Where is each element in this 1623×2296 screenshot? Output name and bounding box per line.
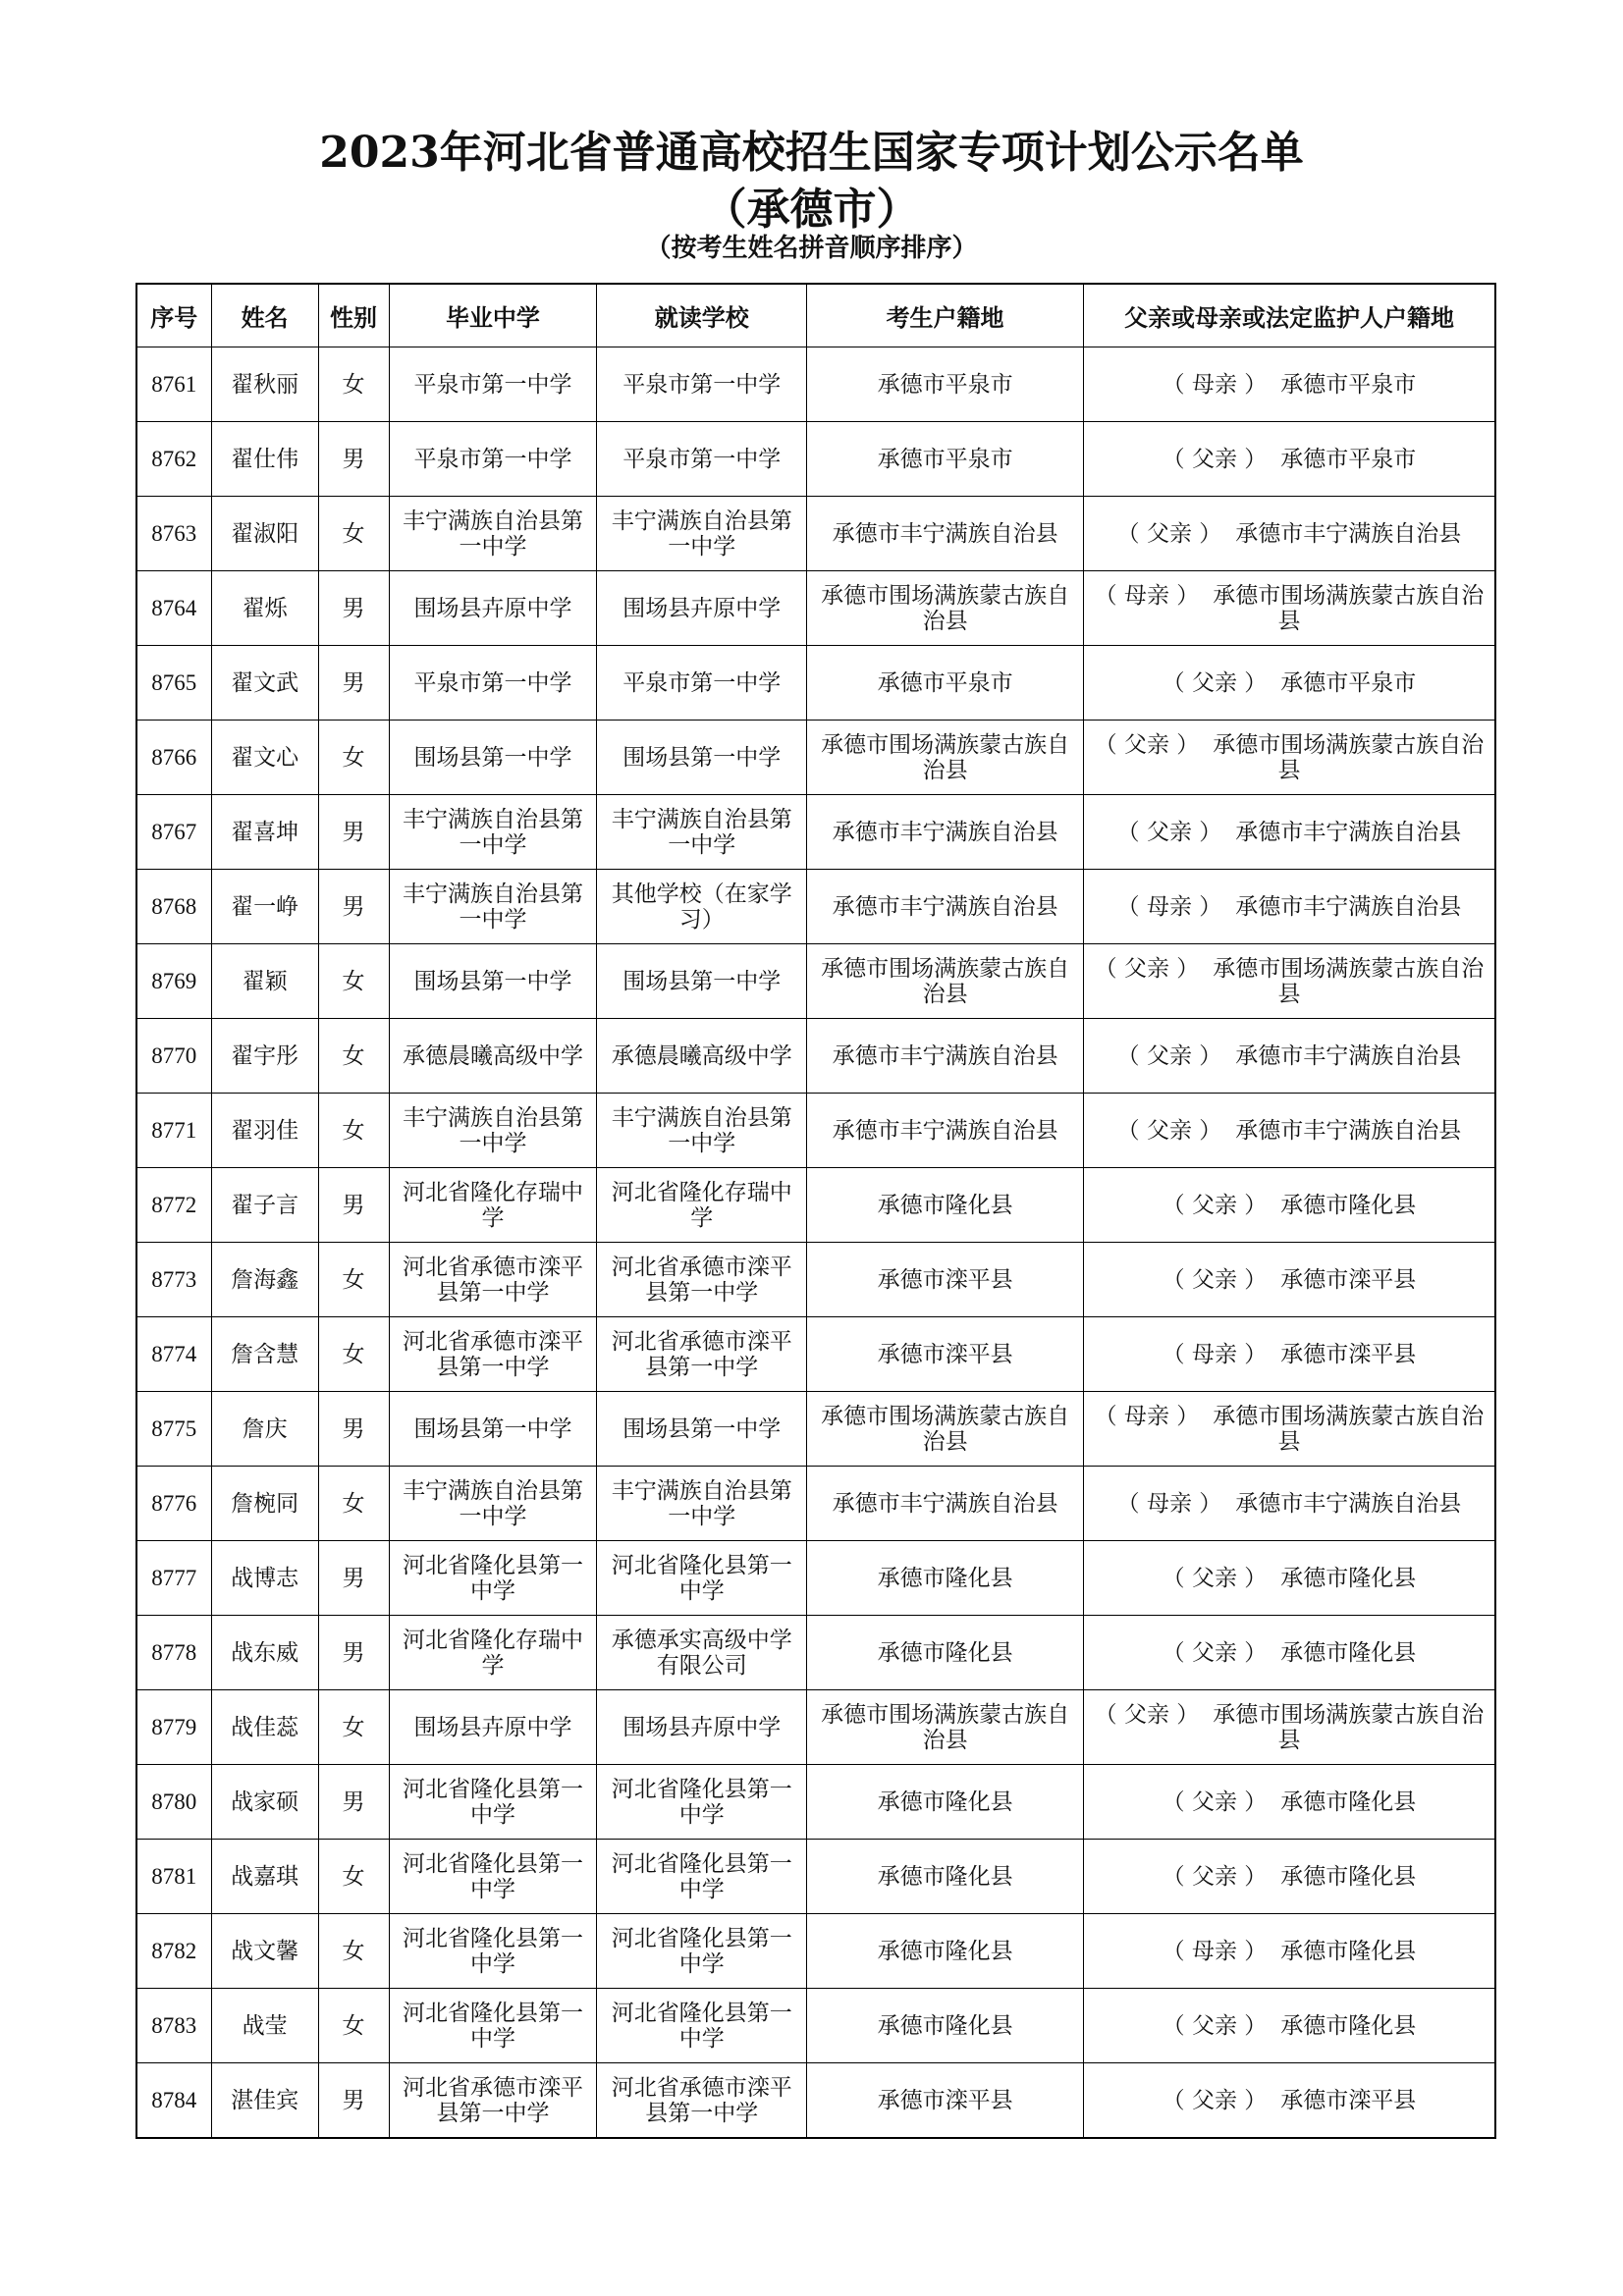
table-row bbox=[136, 497, 1495, 571]
cell-parent-household bbox=[1083, 795, 1495, 870]
cell-grad-school: 河北省承德市滦平县第一中学 bbox=[389, 2063, 597, 2139]
cell-current-school: 河北省承德市滦平县第一中学 bbox=[597, 1317, 807, 1392]
cell-id: 8761 bbox=[136, 347, 211, 422]
parent-relation: （ 父亲 ） bbox=[1162, 1639, 1268, 1666]
table-row bbox=[136, 944, 1495, 1019]
cell-current-school: 平泉市第一中学 bbox=[597, 422, 807, 497]
table-row bbox=[136, 1243, 1495, 1317]
cell-parent-household bbox=[1083, 1690, 1495, 1765]
cell-current-school: 河北省隆化县第一中学 bbox=[597, 1840, 807, 1914]
parent-location: 承德市平泉市 bbox=[1280, 446, 1417, 472]
parent-location: 承德市隆化县 bbox=[1280, 2012, 1417, 2039]
cell-id: 8767 bbox=[136, 795, 211, 870]
table-row bbox=[136, 1989, 1495, 2063]
cell-household: 承德市平泉市 bbox=[807, 422, 1084, 497]
parent-relation: （ 父亲 ） bbox=[1162, 1266, 1268, 1293]
parent-location: 承德市滦平县 bbox=[1280, 2087, 1417, 2113]
cell-gender: 女 bbox=[318, 1317, 389, 1392]
parent-relation: （ 父亲 ） bbox=[1162, 446, 1268, 472]
cell-current-school: 河北省隆化存瑞中学 bbox=[597, 1168, 807, 1243]
cell-gender: 男 bbox=[318, 870, 389, 944]
parent-location: 承德市丰宁满族自治县 bbox=[1235, 1042, 1462, 1069]
parent-relation: （ 父亲 ） bbox=[1162, 1789, 1268, 1815]
parent-location: 承德市隆化县 bbox=[1280, 1639, 1417, 1666]
parent-location: 承德市围场满族蒙古族自治县 bbox=[1213, 582, 1485, 634]
cell-grad-school: 河北省隆化县第一中学 bbox=[389, 1541, 597, 1616]
cell-household: 承德市隆化县 bbox=[807, 1616, 1084, 1690]
cell-grad-school: 承德晨曦高级中学 bbox=[389, 1019, 597, 1094]
cell-id: 8779 bbox=[136, 1690, 211, 1765]
cell-gender: 女 bbox=[318, 1840, 389, 1914]
table-row bbox=[136, 1690, 1495, 1765]
cell-household: 承德市丰宁满族自治县 bbox=[807, 870, 1084, 944]
parent-relation: （ 母亲 ） bbox=[1162, 1341, 1268, 1367]
cell-name: 翟宇彤 bbox=[211, 1019, 318, 1094]
cell-parent-household bbox=[1083, 1989, 1495, 2063]
parent-location: 承德市丰宁满族自治县 bbox=[1235, 1490, 1462, 1517]
cell-household: 承德市隆化县 bbox=[807, 1765, 1084, 1840]
cell-household: 承德市隆化县 bbox=[807, 1989, 1084, 2063]
table-row bbox=[136, 1168, 1495, 1243]
cell-parent-household bbox=[1083, 1467, 1495, 1541]
table-body bbox=[136, 347, 1495, 2139]
cell-current-school: 其他学校（在家学习） bbox=[597, 870, 807, 944]
cell-grad-school: 围场县第一中学 bbox=[389, 721, 597, 795]
sort-note: （按考生姓名拼音顺序排序） bbox=[645, 234, 978, 263]
header-current-school: 就读学校 bbox=[597, 284, 807, 347]
cell-grad-school: 丰宁满族自治县第一中学 bbox=[389, 795, 597, 870]
table-row bbox=[136, 1541, 1495, 1616]
cell-parent-household bbox=[1083, 1019, 1495, 1094]
cell-id: 8769 bbox=[136, 944, 211, 1019]
cell-grad-school: 河北省隆化县第一中学 bbox=[389, 1765, 597, 1840]
cell-id: 8780 bbox=[136, 1765, 211, 1840]
cell-parent-household bbox=[1083, 870, 1495, 944]
page-subtitle: （承德市） bbox=[703, 185, 920, 235]
cell-current-school: 河北省隆化县第一中学 bbox=[597, 1541, 807, 1616]
cell-gender: 女 bbox=[318, 1989, 389, 2063]
cell-name: 战博志 bbox=[211, 1541, 318, 1616]
cell-current-school: 河北省承德市滦平县第一中学 bbox=[597, 1243, 807, 1317]
cell-household: 承德市丰宁满族自治县 bbox=[807, 497, 1084, 571]
cell-grad-school: 平泉市第一中学 bbox=[389, 646, 597, 721]
cell-household: 承德市围场满族蒙古族自治县 bbox=[807, 721, 1084, 795]
parent-location: 承德市平泉市 bbox=[1280, 669, 1417, 696]
cell-current-school: 丰宁满族自治县第一中学 bbox=[597, 497, 807, 571]
cell-household: 承德市丰宁满族自治县 bbox=[807, 1467, 1084, 1541]
cell-parent-household bbox=[1083, 646, 1495, 721]
cell-name: 战文馨 bbox=[211, 1914, 318, 1989]
parent-location: 承德市丰宁满族自治县 bbox=[1235, 1117, 1462, 1144]
table-row bbox=[136, 870, 1495, 944]
parent-location: 承德市隆化县 bbox=[1280, 1938, 1417, 1964]
header-grad-school: 毕业中学 bbox=[389, 284, 597, 347]
cell-gender: 女 bbox=[318, 1690, 389, 1765]
cell-parent-household bbox=[1083, 497, 1495, 571]
cell-name: 战嘉琪 bbox=[211, 1840, 318, 1914]
cell-name: 翟喜坤 bbox=[211, 795, 318, 870]
cell-name: 翟烁 bbox=[211, 571, 318, 646]
cell-household: 承德市平泉市 bbox=[807, 347, 1084, 422]
cell-id: 8772 bbox=[136, 1168, 211, 1243]
parent-location: 承德市隆化县 bbox=[1280, 1565, 1417, 1591]
cell-name: 詹含慧 bbox=[211, 1317, 318, 1392]
parent-location: 承德市隆化县 bbox=[1280, 1789, 1417, 1815]
cell-gender: 男 bbox=[318, 1765, 389, 1840]
cell-name: 翟秋丽 bbox=[211, 347, 318, 422]
parent-location: 承德市隆化县 bbox=[1280, 1863, 1417, 1890]
cell-name: 翟淑阳 bbox=[211, 497, 318, 571]
cell-parent-household bbox=[1083, 571, 1495, 646]
parent-relation: （ 父亲 ） bbox=[1162, 2087, 1268, 2113]
cell-grad-school: 河北省隆化存瑞中学 bbox=[389, 1168, 597, 1243]
cell-name: 詹椀同 bbox=[211, 1467, 318, 1541]
cell-name: 翟文心 bbox=[211, 721, 318, 795]
cell-gender: 女 bbox=[318, 497, 389, 571]
cell-id: 8776 bbox=[136, 1467, 211, 1541]
cell-current-school: 河北省承德市滦平县第一中学 bbox=[597, 2063, 807, 2139]
cell-gender: 男 bbox=[318, 1168, 389, 1243]
parent-relation: （ 父亲 ） bbox=[1094, 731, 1200, 758]
cell-grad-school: 河北省隆化县第一中学 bbox=[389, 1914, 597, 1989]
cell-gender: 男 bbox=[318, 1541, 389, 1616]
parent-location: 承德市围场满族蒙古族自治县 bbox=[1213, 731, 1485, 783]
cell-current-school: 河北省隆化县第一中学 bbox=[597, 1914, 807, 1989]
cell-gender: 男 bbox=[318, 2063, 389, 2139]
cell-household: 承德市隆化县 bbox=[807, 1914, 1084, 1989]
cell-id: 8765 bbox=[136, 646, 211, 721]
cell-household: 承德市围场满族蒙古族自治县 bbox=[807, 571, 1084, 646]
header-name: 姓名 bbox=[211, 284, 318, 347]
table-row bbox=[136, 1019, 1495, 1094]
cell-name: 翟羽佳 bbox=[211, 1094, 318, 1168]
cell-gender: 女 bbox=[318, 347, 389, 422]
cell-id: 8774 bbox=[136, 1317, 211, 1392]
cell-parent-household bbox=[1083, 1094, 1495, 1168]
cell-parent-household bbox=[1083, 1914, 1495, 1989]
table-row bbox=[136, 422, 1495, 497]
cell-parent-household bbox=[1083, 1616, 1495, 1690]
cell-gender: 女 bbox=[318, 1019, 389, 1094]
table-row bbox=[136, 1914, 1495, 1989]
cell-gender: 女 bbox=[318, 1914, 389, 1989]
parent-location: 承德市丰宁满族自治县 bbox=[1235, 819, 1462, 845]
cell-grad-school: 围场县第一中学 bbox=[389, 944, 597, 1019]
cell-grad-school: 平泉市第一中学 bbox=[389, 422, 597, 497]
cell-gender: 女 bbox=[318, 1467, 389, 1541]
table-row bbox=[136, 1467, 1495, 1541]
cell-household: 承德市围场满族蒙古族自治县 bbox=[807, 1690, 1084, 1765]
header-gender: 性别 bbox=[318, 284, 389, 347]
cell-household: 承德市平泉市 bbox=[807, 646, 1084, 721]
cell-id: 8768 bbox=[136, 870, 211, 944]
cell-id: 8773 bbox=[136, 1243, 211, 1317]
cell-gender: 男 bbox=[318, 422, 389, 497]
cell-current-school: 围场县第一中学 bbox=[597, 944, 807, 1019]
cell-household: 承德市丰宁满族自治县 bbox=[807, 1094, 1084, 1168]
cell-household: 承德市隆化县 bbox=[807, 1840, 1084, 1914]
cell-grad-school: 河北省隆化县第一中学 bbox=[389, 1989, 597, 2063]
table-row bbox=[136, 1317, 1495, 1392]
cell-household: 承德市隆化县 bbox=[807, 1168, 1084, 1243]
parent-relation: （ 父亲 ） bbox=[1094, 955, 1200, 982]
parent-relation: （ 父亲 ） bbox=[1116, 1117, 1222, 1144]
cell-gender: 男 bbox=[318, 571, 389, 646]
parent-relation: （ 母亲 ） bbox=[1094, 582, 1200, 609]
table-row bbox=[136, 1392, 1495, 1467]
cell-current-school: 承德承实高级中学有限公司 bbox=[597, 1616, 807, 1690]
cell-parent-household bbox=[1083, 1541, 1495, 1616]
parent-relation: （ 母亲 ） bbox=[1094, 1403, 1200, 1429]
cell-household: 承德市滦平县 bbox=[807, 1243, 1084, 1317]
parent-relation: （ 母亲 ） bbox=[1162, 1938, 1268, 1964]
cell-id: 8775 bbox=[136, 1392, 211, 1467]
cell-gender: 男 bbox=[318, 646, 389, 721]
cell-parent-household bbox=[1083, 1317, 1495, 1392]
cell-id: 8762 bbox=[136, 422, 211, 497]
cell-grad-school: 丰宁满族自治县第一中学 bbox=[389, 497, 597, 571]
roster-table bbox=[135, 283, 1496, 2139]
cell-name: 战莹 bbox=[211, 1989, 318, 2063]
cell-parent-household bbox=[1083, 1243, 1495, 1317]
cell-current-school: 围场县卉原中学 bbox=[597, 1690, 807, 1765]
cell-parent-household bbox=[1083, 944, 1495, 1019]
cell-id: 8764 bbox=[136, 571, 211, 646]
cell-id: 8771 bbox=[136, 1094, 211, 1168]
parent-location: 承德市丰宁满族自治县 bbox=[1235, 893, 1462, 920]
cell-parent-household bbox=[1083, 422, 1495, 497]
cell-grad-school: 河北省隆化存瑞中学 bbox=[389, 1616, 597, 1690]
parent-relation: （ 母亲 ） bbox=[1162, 371, 1268, 398]
cell-household: 承德市围场满族蒙古族自治县 bbox=[807, 1392, 1084, 1467]
cell-household: 承德市滦平县 bbox=[807, 2063, 1084, 2139]
table-row bbox=[136, 347, 1495, 422]
table-row bbox=[136, 646, 1495, 721]
cell-name: 翟颖 bbox=[211, 944, 318, 1019]
parent-relation: （ 父亲 ） bbox=[1162, 1565, 1268, 1591]
header-household: 考生户籍地 bbox=[807, 284, 1084, 347]
cell-grad-school: 围场县卉原中学 bbox=[389, 571, 597, 646]
cell-name: 詹庆 bbox=[211, 1392, 318, 1467]
cell-household: 承德市围场满族蒙古族自治县 bbox=[807, 944, 1084, 1019]
parent-relation: （ 父亲 ） bbox=[1162, 669, 1268, 696]
cell-parent-household bbox=[1083, 721, 1495, 795]
cell-current-school: 丰宁满族自治县第一中学 bbox=[597, 1094, 807, 1168]
cell-name: 战东威 bbox=[211, 1616, 318, 1690]
parent-relation: （ 父亲 ） bbox=[1162, 2012, 1268, 2039]
cell-gender: 女 bbox=[318, 1094, 389, 1168]
table-row bbox=[136, 1616, 1495, 1690]
cell-id: 8784 bbox=[136, 2063, 211, 2139]
cell-id: 8770 bbox=[136, 1019, 211, 1094]
cell-parent-household bbox=[1083, 2063, 1495, 2139]
table-row bbox=[136, 721, 1495, 795]
parent-location: 承德市围场满族蒙古族自治县 bbox=[1213, 1403, 1485, 1455]
parent-relation: （ 父亲 ） bbox=[1162, 1192, 1268, 1218]
cell-grad-school: 围场县第一中学 bbox=[389, 1392, 597, 1467]
cell-current-school: 承德晨曦高级中学 bbox=[597, 1019, 807, 1094]
cell-id: 8782 bbox=[136, 1914, 211, 1989]
table-row bbox=[136, 1840, 1495, 1914]
table-row bbox=[136, 571, 1495, 646]
cell-parent-household bbox=[1083, 347, 1495, 422]
cell-id: 8778 bbox=[136, 1616, 211, 1690]
parent-relation: （ 母亲 ） bbox=[1116, 893, 1222, 920]
cell-grad-school: 围场县卉原中学 bbox=[389, 1690, 597, 1765]
cell-parent-household bbox=[1083, 1168, 1495, 1243]
parent-location: 承德市丰宁满族自治县 bbox=[1235, 520, 1462, 547]
cell-name: 翟一峥 bbox=[211, 870, 318, 944]
page-title: 2023年河北省普通高校招生国家专项计划公示名单 bbox=[319, 128, 1304, 178]
parent-location: 承德市平泉市 bbox=[1280, 371, 1417, 398]
cell-gender: 男 bbox=[318, 1392, 389, 1467]
cell-grad-school: 丰宁满族自治县第一中学 bbox=[389, 1094, 597, 1168]
parent-relation: （ 父亲 ） bbox=[1094, 1701, 1200, 1728]
table-row bbox=[136, 795, 1495, 870]
cell-household: 承德市滦平县 bbox=[807, 1317, 1084, 1392]
cell-current-school: 平泉市第一中学 bbox=[597, 347, 807, 422]
parent-location: 承德市围场满族蒙古族自治县 bbox=[1213, 1701, 1485, 1753]
cell-name: 翟文武 bbox=[211, 646, 318, 721]
cell-gender: 女 bbox=[318, 721, 389, 795]
parent-relation: （ 父亲 ） bbox=[1116, 819, 1222, 845]
cell-id: 8763 bbox=[136, 497, 211, 571]
cell-id: 8783 bbox=[136, 1989, 211, 2063]
table-row bbox=[136, 1765, 1495, 1840]
header-id: 序号 bbox=[136, 284, 211, 347]
cell-gender: 女 bbox=[318, 944, 389, 1019]
cell-grad-school: 丰宁满族自治县第一中学 bbox=[389, 1467, 597, 1541]
cell-name: 詹海鑫 bbox=[211, 1243, 318, 1317]
table-row bbox=[136, 1094, 1495, 1168]
cell-parent-household bbox=[1083, 1392, 1495, 1467]
parent-location: 承德市滦平县 bbox=[1280, 1266, 1417, 1293]
cell-gender: 男 bbox=[318, 795, 389, 870]
cell-grad-school: 河北省隆化县第一中学 bbox=[389, 1840, 597, 1914]
cell-grad-school: 平泉市第一中学 bbox=[389, 347, 597, 422]
cell-current-school: 丰宁满族自治县第一中学 bbox=[597, 795, 807, 870]
parent-relation: （ 母亲 ） bbox=[1116, 1490, 1222, 1517]
parent-location: 承德市滦平县 bbox=[1280, 1341, 1417, 1367]
cell-id: 8781 bbox=[136, 1840, 211, 1914]
header-row bbox=[136, 284, 1495, 347]
parent-relation: （ 父亲 ） bbox=[1116, 520, 1222, 547]
cell-household: 承德市隆化县 bbox=[807, 1541, 1084, 1616]
cell-current-school: 围场县第一中学 bbox=[597, 1392, 807, 1467]
cell-current-school: 河北省隆化县第一中学 bbox=[597, 1765, 807, 1840]
header-parent-household: 父亲或母亲或法定监护人户籍地 bbox=[1083, 284, 1495, 347]
cell-name: 翟仕伟 bbox=[211, 422, 318, 497]
cell-household: 承德市丰宁满族自治县 bbox=[807, 1019, 1084, 1094]
cell-name: 战佳蕊 bbox=[211, 1690, 318, 1765]
cell-name: 湛佳宾 bbox=[211, 2063, 318, 2139]
cell-id: 8777 bbox=[136, 1541, 211, 1616]
parent-location: 承德市隆化县 bbox=[1280, 1192, 1417, 1218]
cell-grad-school: 丰宁满族自治县第一中学 bbox=[389, 870, 597, 944]
cell-current-school: 平泉市第一中学 bbox=[597, 646, 807, 721]
cell-current-school: 围场县卉原中学 bbox=[597, 571, 807, 646]
parent-relation: （ 父亲 ） bbox=[1162, 1863, 1268, 1890]
cell-id: 8766 bbox=[136, 721, 211, 795]
cell-household: 承德市丰宁满族自治县 bbox=[807, 795, 1084, 870]
cell-parent-household bbox=[1083, 1765, 1495, 1840]
cell-current-school: 丰宁满族自治县第一中学 bbox=[597, 1467, 807, 1541]
cell-current-school: 河北省隆化县第一中学 bbox=[597, 1989, 807, 2063]
parent-location: 承德市围场满族蒙古族自治县 bbox=[1213, 955, 1485, 1007]
cell-grad-school: 河北省承德市滦平县第一中学 bbox=[389, 1243, 597, 1317]
cell-name: 战家硕 bbox=[211, 1765, 318, 1840]
cell-gender: 男 bbox=[318, 1616, 389, 1690]
cell-grad-school: 河北省承德市滦平县第一中学 bbox=[389, 1317, 597, 1392]
cell-parent-household bbox=[1083, 1840, 1495, 1914]
cell-name: 翟子言 bbox=[211, 1168, 318, 1243]
cell-gender: 女 bbox=[318, 1243, 389, 1317]
table-row bbox=[136, 2063, 1495, 2139]
cell-current-school: 围场县第一中学 bbox=[597, 721, 807, 795]
parent-relation: （ 父亲 ） bbox=[1116, 1042, 1222, 1069]
